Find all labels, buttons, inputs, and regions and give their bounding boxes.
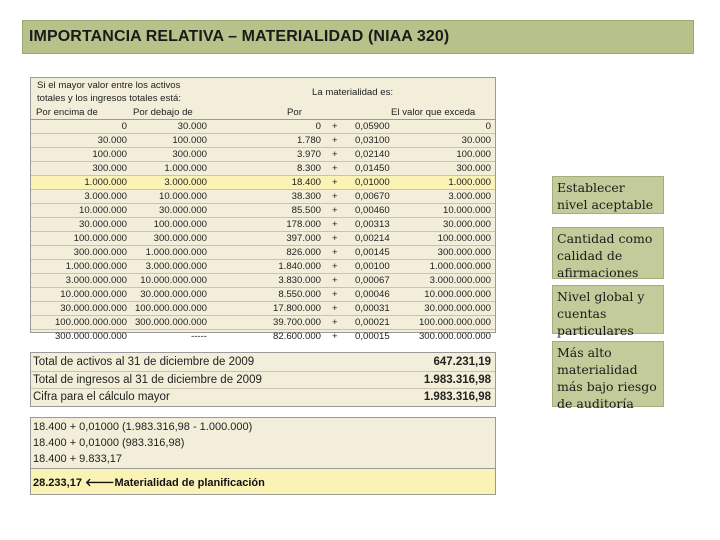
cell-above: 1.000.000 bbox=[84, 177, 127, 188]
cell-below: 3.000.000.000 bbox=[145, 261, 207, 272]
cell-rate: 0,00670 bbox=[355, 191, 390, 202]
cell-rate: 0,01000 bbox=[355, 177, 390, 188]
total-income-label: Total de ingresos al 31 de diciembre de 2009 bbox=[33, 374, 262, 386]
cell-plus: + bbox=[332, 135, 338, 146]
cell-above: 300.000 bbox=[92, 163, 127, 174]
cell-below: 300.000 bbox=[172, 149, 207, 160]
cell-rate: 0,05900 bbox=[355, 121, 390, 132]
cell-plus: + bbox=[332, 303, 338, 314]
cell-below: 300.000.000.000 bbox=[134, 317, 207, 328]
table-header-line1: Si el mayor valor entre los activos bbox=[37, 80, 181, 91]
cell-plus: + bbox=[332, 191, 338, 202]
cell-rate: 0,00021 bbox=[355, 317, 390, 328]
cell-base: 0 bbox=[315, 121, 321, 132]
table-row bbox=[31, 175, 495, 189]
cell-above: 300.000.000 bbox=[73, 247, 127, 258]
cell-below: 30.000 bbox=[177, 121, 207, 132]
cell-below: 1.000.000 bbox=[164, 163, 207, 174]
cell-base: 397.000 bbox=[286, 233, 321, 244]
cell-below: 30.000.000.000 bbox=[140, 289, 207, 300]
note-global-level bbox=[552, 285, 664, 338]
cell-base: 85.500 bbox=[291, 205, 321, 216]
note-acceptable-level bbox=[552, 176, 664, 214]
table-header-right: La materialidad es: bbox=[312, 87, 394, 98]
cell-rate: 0,00015 bbox=[355, 331, 390, 342]
cell-below: 10.000.000.000 bbox=[140, 275, 207, 286]
result-box bbox=[31, 468, 495, 494]
cell-above: 3.000.000 bbox=[84, 191, 127, 202]
col-header-min: El valor que exceda bbox=[391, 107, 476, 118]
cell-base: 82.600.000 bbox=[272, 331, 321, 342]
total-assets-value: 647.231,19 bbox=[433, 356, 491, 368]
col-header-below: Por debajo de bbox=[133, 107, 193, 118]
note-text: Cantidad como calidad de afirmaciones bbox=[557, 231, 653, 280]
cell-plus: + bbox=[332, 177, 338, 188]
cell-base: 826.000 bbox=[286, 247, 321, 258]
cell-rate: 0,00460 bbox=[355, 205, 390, 216]
total-income-row bbox=[31, 371, 495, 389]
cell-base: 3.830.000 bbox=[278, 275, 321, 286]
title-banner bbox=[22, 20, 694, 54]
cell-below: 1.000.000.000 bbox=[145, 247, 207, 258]
calc-figure-value: 1.983.316,98 bbox=[423, 391, 491, 403]
note-quantity-quality bbox=[552, 227, 664, 279]
cell-above: 100.000 bbox=[92, 149, 127, 160]
cell-above: 100.000.000 bbox=[73, 233, 127, 244]
cell-plus: + bbox=[332, 219, 338, 230]
cell-min: 10.000.000 bbox=[442, 205, 491, 216]
cell-below: 100.000 bbox=[172, 135, 207, 146]
cell-min: 300.000.000.000 bbox=[418, 331, 491, 342]
planning-materiality-result: 28.233,17 🡐Materialidad de planificación bbox=[33, 477, 265, 489]
cell-plus: + bbox=[332, 205, 338, 216]
cell-min: 30.000.000 bbox=[442, 219, 491, 230]
total-assets-row bbox=[31, 354, 495, 371]
cell-rate: 0,00145 bbox=[355, 247, 390, 258]
cell-base: 38.300 bbox=[291, 191, 321, 202]
cell-above: 0 bbox=[121, 121, 127, 132]
note-text: Nivel global y cuentas particulares bbox=[557, 289, 645, 338]
cell-rate: 0,00031 bbox=[355, 303, 390, 314]
cell-rate: 0,00100 bbox=[355, 261, 390, 272]
cell-base: 18.400 bbox=[291, 177, 321, 188]
table-row bbox=[31, 133, 495, 147]
cell-below: 10.000.000 bbox=[158, 191, 207, 202]
cell-below: 100.000.000 bbox=[153, 219, 207, 230]
cell-plus: + bbox=[332, 247, 338, 258]
cell-base: 8.300 bbox=[296, 163, 321, 174]
calculation-panel bbox=[30, 417, 496, 495]
cell-rate: 0,02140 bbox=[355, 149, 390, 160]
cell-rate: 0,00313 bbox=[355, 219, 390, 230]
cell-base: 17.800.000 bbox=[272, 303, 321, 314]
note-higher-materiality bbox=[552, 341, 664, 411]
total-income-value: 1.983.316,98 bbox=[423, 374, 491, 386]
cell-rate: 0,00214 bbox=[355, 233, 390, 244]
cell-below: 3.000.000 bbox=[164, 177, 207, 188]
materiality-table bbox=[30, 77, 496, 342]
cell-above: 300.000.000.000 bbox=[54, 331, 127, 342]
cell-below: 30.000.000 bbox=[158, 205, 207, 216]
cell-base: 8.550.000 bbox=[278, 289, 321, 300]
table-row bbox=[31, 231, 495, 245]
table-header-line2: totales y los ingresos totales está: bbox=[37, 93, 181, 104]
calc-line-2: 18.400 + 0,01000 (983.316,98) bbox=[33, 437, 185, 449]
cell-min: 30.000.000.000 bbox=[424, 303, 491, 314]
table-row bbox=[31, 161, 495, 175]
cell-min: 30.000 bbox=[461, 135, 491, 146]
note-text: Establecer nivel aceptable bbox=[557, 180, 654, 212]
note-text: Más alto materialidad más bajo riesgo de auditoría bbox=[557, 345, 657, 411]
cell-min: 3.000.000.000 bbox=[429, 275, 491, 286]
cell-below: 100.000.000.000 bbox=[134, 303, 207, 314]
table-row bbox=[31, 259, 495, 273]
cell-above: 30.000 bbox=[97, 135, 127, 146]
cell-min: 300.000.000 bbox=[437, 247, 491, 258]
cell-above: 10.000.000 bbox=[78, 205, 127, 216]
col-header-base: Por bbox=[287, 107, 302, 118]
cell-plus: + bbox=[332, 149, 338, 160]
cell-plus: + bbox=[332, 233, 338, 244]
cell-rate: 0,01450 bbox=[355, 163, 390, 174]
cell-base: 3.970 bbox=[296, 149, 321, 160]
table-row bbox=[31, 203, 495, 217]
cell-base: 1.780 bbox=[296, 135, 321, 146]
cell-above: 10.000.000.000 bbox=[60, 289, 127, 300]
cell-min: 100.000 bbox=[456, 149, 491, 160]
table-row bbox=[31, 287, 495, 301]
cell-plus: + bbox=[332, 317, 338, 328]
cell-rate: 0,03100 bbox=[355, 135, 390, 146]
cell-base: 39.700.000 bbox=[272, 317, 321, 328]
table-row bbox=[31, 217, 495, 231]
cell-below: 300.000.000 bbox=[153, 233, 207, 244]
col-header-above: Por encima de bbox=[36, 107, 98, 118]
table-row bbox=[31, 147, 495, 161]
cell-min: 1.000.000.000 bbox=[429, 261, 491, 272]
table-row bbox=[31, 301, 495, 315]
table-row bbox=[31, 119, 495, 133]
cell-base: 178.000 bbox=[286, 219, 321, 230]
total-assets-label: Total de activos al 31 de diciembre de 2009 bbox=[33, 356, 255, 368]
cell-base: 1.840.000 bbox=[278, 261, 321, 272]
cell-above: 30.000.000 bbox=[78, 219, 127, 230]
totals-panel bbox=[30, 352, 496, 407]
cell-min: 0 bbox=[485, 121, 491, 132]
table-row bbox=[31, 315, 495, 329]
table-row bbox=[31, 189, 495, 203]
cell-min: 100.000.000 bbox=[437, 233, 491, 244]
cell-plus: + bbox=[332, 289, 338, 300]
cell-above: 100.000.000.000 bbox=[54, 317, 127, 328]
cell-rate: 0,00046 bbox=[355, 289, 390, 300]
cell-plus: + bbox=[332, 163, 338, 174]
cell-plus: + bbox=[332, 275, 338, 286]
calc-line-3: 18.400 + 9.833,17 bbox=[33, 453, 122, 465]
cell-above: 1.000.000.000 bbox=[65, 261, 127, 272]
cell-plus: + bbox=[332, 261, 338, 272]
calc-figure-label: Cifra para el cálculo mayor bbox=[33, 391, 170, 403]
cell-plus: + bbox=[332, 121, 338, 132]
cell-min: 100.000.000.000 bbox=[418, 317, 491, 328]
page-title: IMPORTANCIA RELATIVA – MATERIALIDAD (NIAA 320) bbox=[29, 28, 450, 45]
cell-min: 1.000.000 bbox=[448, 177, 491, 188]
cell-plus: + bbox=[332, 331, 338, 342]
cell-above: 30.000.000.000 bbox=[60, 303, 127, 314]
cell-below: ----- bbox=[191, 331, 207, 342]
cell-min: 3.000.000 bbox=[448, 191, 491, 202]
cell-above: 3.000.000.000 bbox=[65, 275, 127, 286]
cell-min: 10.000.000.000 bbox=[424, 289, 491, 300]
table-row bbox=[31, 245, 495, 259]
cell-min: 300.000 bbox=[456, 163, 491, 174]
calc-line-1: 18.400 + 0,01000 (1.983.316,98 - 1.000.000) bbox=[33, 421, 253, 433]
table-row bbox=[31, 329, 495, 343]
cell-rate: 0,00067 bbox=[355, 275, 390, 286]
calc-figure-row bbox=[31, 388, 495, 406]
table-row bbox=[31, 273, 495, 287]
